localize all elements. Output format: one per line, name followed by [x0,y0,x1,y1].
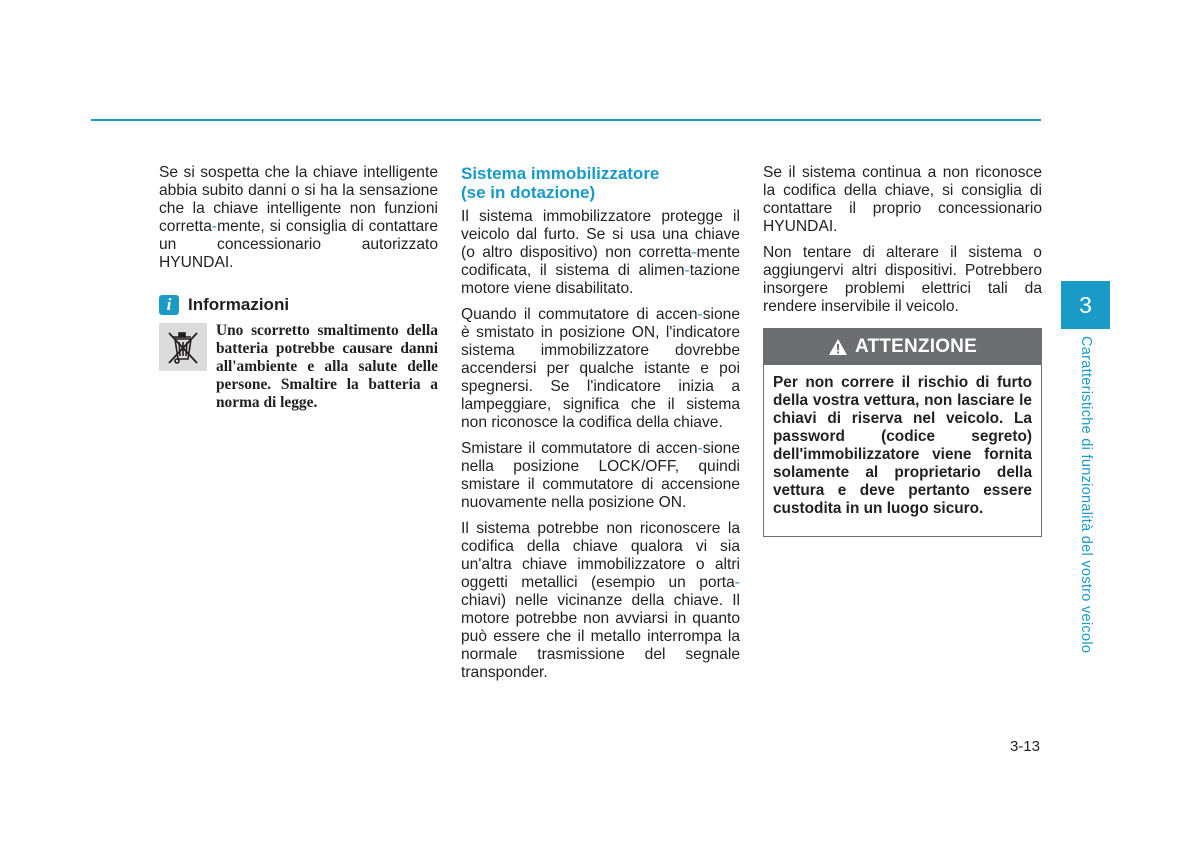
warning-box [763,328,1042,537]
info-text: Uno scorretto smaltimento della batteria potrebbe causare danni all'ambiente e alla salute delle persone. Smaltire la batteria a norma di legge. [216,322,438,411]
warning-title: ATTENZIONE [855,336,977,357]
immobilizer-paragraph-1: Il sistema immobilizzatore protegge il veicolo dal furto. Se si usa una chiave (o altro dispositivo) non corretta-mente codificata, il sistema di alimen-tazione motore viene disabilitato. [461,208,740,297]
immobilizer-paragraph-2: Quando il commutatore di accen-sione è smistato in posizione ON, l'indicatore sistema immobilizzatore dovrebbe accendersi per qualche istante e poi spegnersi. Se l'indicatore inizia a lampeggiare, significa che il sistema non riconosce la codifica della chiave. [461,306,740,431]
info-block [159,322,438,420]
chapter-tab: 3 [1061,281,1110,329]
page-number: 3-13 [1009,738,1040,755]
crossed-out-wheelie-bin-icon [159,323,207,371]
immobilizer-paragraph-4: Il sistema potrebbe non riconoscere la codifica della chiave qualora vi sia un'altra chiave immobilizzatore o altri oggetti metallici (esempio un porta-chiavi) nelle vicinanze della chiave. Il motore potrebbe non avviarsi in quanto può essere che il metallo interrompa la normale trasmissione del segnale transponder. [461,520,740,681]
immobilizer-paragraph-3: Smistare il commutatore di accen-sione nella posizione LOCK/OFF, quindi smistare il commutatore di accensione nuovamente nella posizione ON. [461,440,740,511]
warning-text: Per non correre il rischio di furto della vostra vettura, non lasciare le chiavi di riserva nel veicolo. La password (codice segreto) dell'immobilizzatore viene fornita solamente al proprietario della vettura e deve pertanto essere custodita in un luogo sicuro. [773,374,1032,517]
column-middle [461,164,740,690]
chapter-caption: Caratteristiche di funzionalità del vostro veicolo [1078,336,1094,654]
header-rule [91,119,1041,121]
tamper-paragraph: Non tentare di alterare il sistema o aggiungervi altri dispositivi. Potrebbero insorgere problemi elettrici tali da rendere inservibile il veicolo. [763,244,1042,315]
dealer-paragraph: Se il sistema continua a non riconosce la codifica della chiave, si consiglia di contattare il proprio concessionario HYUNDAI. [763,164,1042,235]
info-icon: i [159,295,179,315]
warning-header [764,329,1041,365]
warning-triangle-icon [828,338,848,356]
section-title: Sistema immobilizzatore (se in dotazione) [461,164,660,202]
info-heading [159,295,438,315]
info-title: Informazioni [188,295,290,314]
smart-key-paragraph: Se si sospetta che la chiave intelligente abbia subito danni o si ha la sensazione che la chiave intelligente non funzioni corretta-mente, si consiglia di contattare un concessionario autorizzato HYUNDAI. [159,164,438,271]
column-right [763,164,1042,537]
column-left [159,164,438,420]
